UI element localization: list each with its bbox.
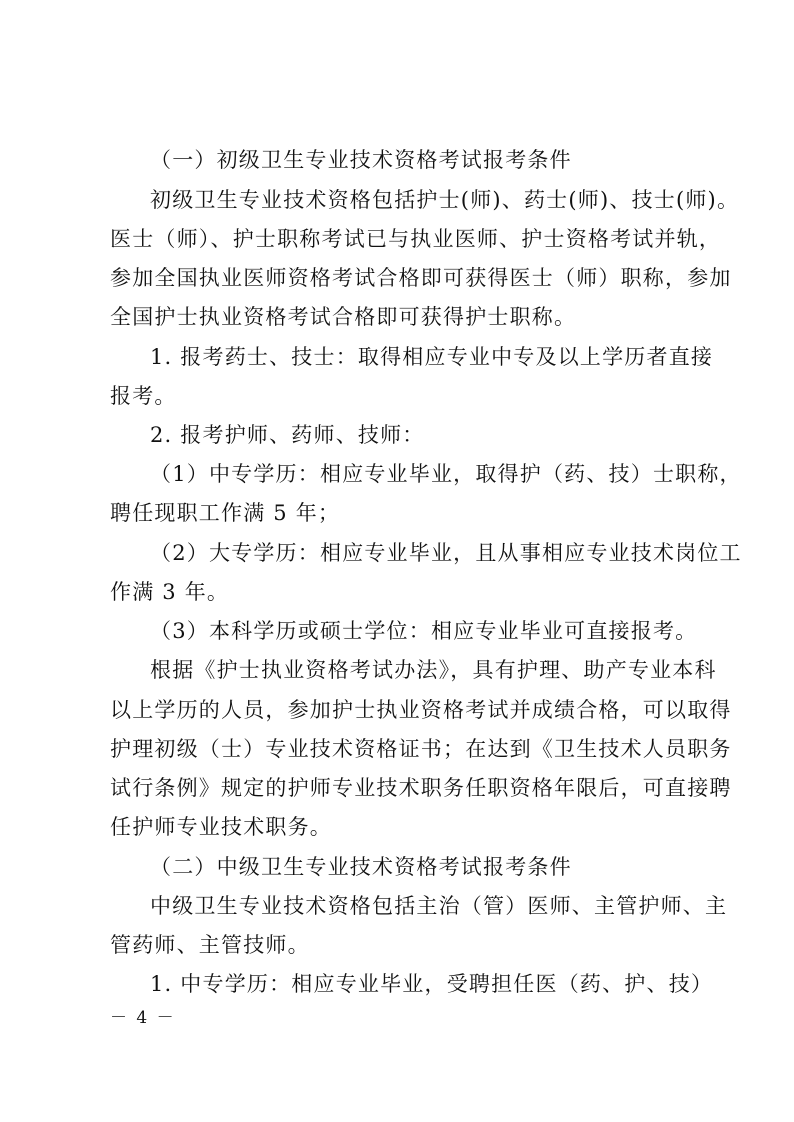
section-heading-intermediate: （二）中级卫生专业技术资格考试报考条件: [150, 855, 572, 879]
paragraph-line: 全国护士执业资格考试合格即可获得护士职称。: [110, 305, 577, 329]
paragraph-line: 医士（师）、护士职称考试已与执业医师、护士资格考试并轨，: [110, 227, 722, 251]
list-item-1: 1. 报考药士、技士：取得相应专业中专及以上学历者直接: [150, 345, 714, 369]
paragraph-line: 初级卫生专业技术资格包括护士(师)、药士(师)、技士(师)。: [150, 188, 740, 212]
paragraph-line: 试行条例》规定的护师专业技术职务任职资格年限后，可直接聘: [110, 776, 732, 800]
paragraph-line: 中级卫生专业技术资格包括主治（管）医师、主管护师、主: [150, 894, 728, 918]
list-item-2: 2. 报考护师、药师、技师：: [150, 423, 425, 447]
paragraph-line: 根据《护士执业资格考试办法》，具有护理、助产专业本科: [150, 658, 717, 682]
paragraph-line: 管药师、主管技师。: [110, 933, 310, 957]
paragraph-line: 参加全国执业医师资格考试合格即可获得医士（师）职称，参加: [110, 266, 732, 290]
paragraph-line: 任护师专业技术职务。: [110, 815, 332, 839]
paragraph-line: 护理初级（士）专业技术资格证书；在达到《卫生技术人员职务: [110, 737, 732, 761]
sub-item-2: （2）大专学历：相应专业毕业，且从事相应专业技术岗位工: [150, 541, 742, 565]
paragraph-line: 聘任现职工作满 5 年；: [110, 501, 341, 525]
section-heading-junior: （一）初级卫生专业技术资格考试报考条件: [150, 148, 572, 172]
sub-item-1: （1）中专学历：相应专业毕业，取得护（药、技）士职称，: [150, 462, 742, 486]
page-number: － 4 －: [110, 1008, 176, 1028]
paragraph-line: 作满 3 年。: [110, 580, 230, 604]
list-item-1: 1. 中专学历：相应专业毕业，受聘担任医（药、护、技）: [150, 972, 714, 996]
sub-item-3: （3）本科学历或硕士学位：相应专业毕业可直接报考。: [150, 619, 698, 643]
paragraph-line: 以上学历的人员，参加护士执业资格考试并成绩合格，可以取得: [110, 698, 732, 722]
paragraph-line: 报考。: [110, 384, 177, 408]
